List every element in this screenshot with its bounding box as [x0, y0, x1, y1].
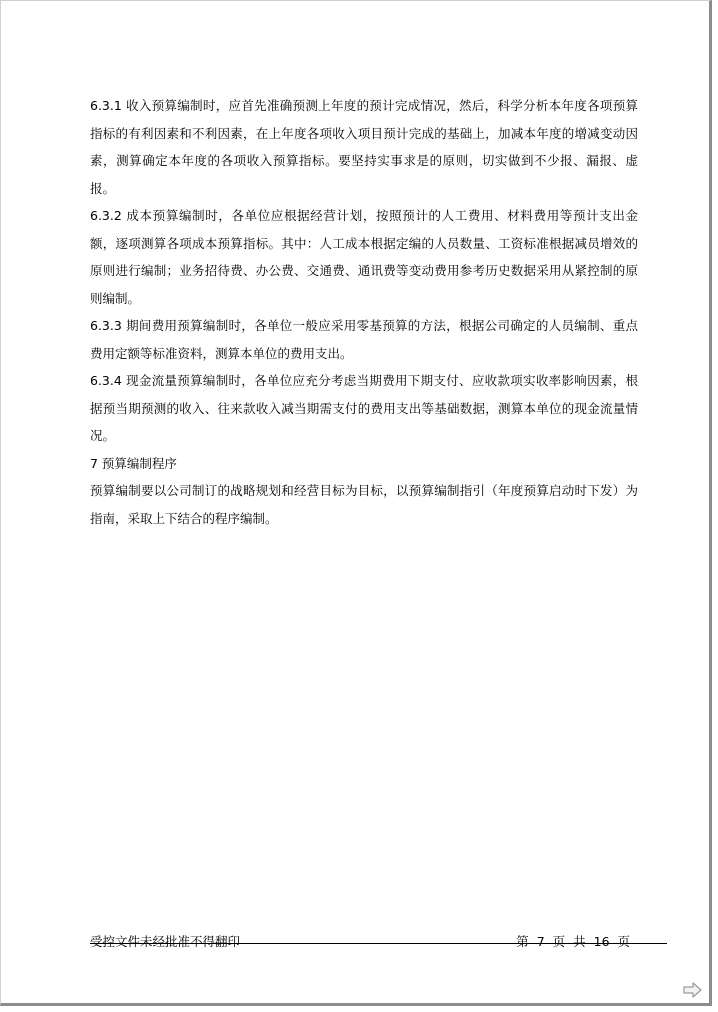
document-body [90, 92, 638, 532]
paragraph-6-3-4: 6.3.4 现金流量预算编制时，各单位应充分考虑当期费用下期支付、应收款项实收率影响因素，根据预当期预测的收入、往来款收入减当期需支付的费用支出等基础数据，测算本单位的现金流量情况。 [90, 373, 638, 443]
paragraph-6-3-2: 6.3.2 成本预算编制时，各单位应根据经营计划，按照预计的人工费用、材料费用等预计支出金额，逐项测算各项成本预算指标。其中：人工成本根据定编的人员数量、工资标准根据减员增效的原则进行编制；业务招待费、办公费、交通费、通讯费等变动费用参考历史数据采用从紧控制的原则编制。 [90, 208, 638, 306]
next-page-arrow-graphic [683, 982, 703, 998]
paragraph-7-body: 预算编制要以公司制订的战略规划和经营目标为目标，以预算编制指引（年度预算启动时下发）为指南，采取上下结合的程序编制。 [90, 483, 638, 526]
footer-control-notice: 受控文件未经批准不得翻印 [90, 934, 241, 949]
paragraph-6-3-1: 6.3.1 收入预算编制时，应首先准确预测上年度的预计完成情况，然后，科学分析本年度各项预算指标的有利因素和不利因素，在上年度各项收入项目预计完成的基础上，加减本年度的增减变动因素，测算确定本年度的各项收入预算指标。要坚持实事求是的原则，切实做到不少报、漏报、虚报。 [90, 98, 638, 196]
section-heading-7: 7 预算编制程序 [90, 455, 177, 471]
paragraph-6-3-3: 6.3.3 期间费用预算编制时，各单位一般应采用零基预算的方法，根据公司确定的人员编制、重点费用定额等标准资料，测算本单位的费用支出。 [90, 318, 638, 361]
page-footer [90, 929, 667, 951]
next-page-arrow-icon[interactable] [683, 982, 703, 998]
footer-page-number: 第 7 页 共 16 页 [516, 934, 630, 949]
